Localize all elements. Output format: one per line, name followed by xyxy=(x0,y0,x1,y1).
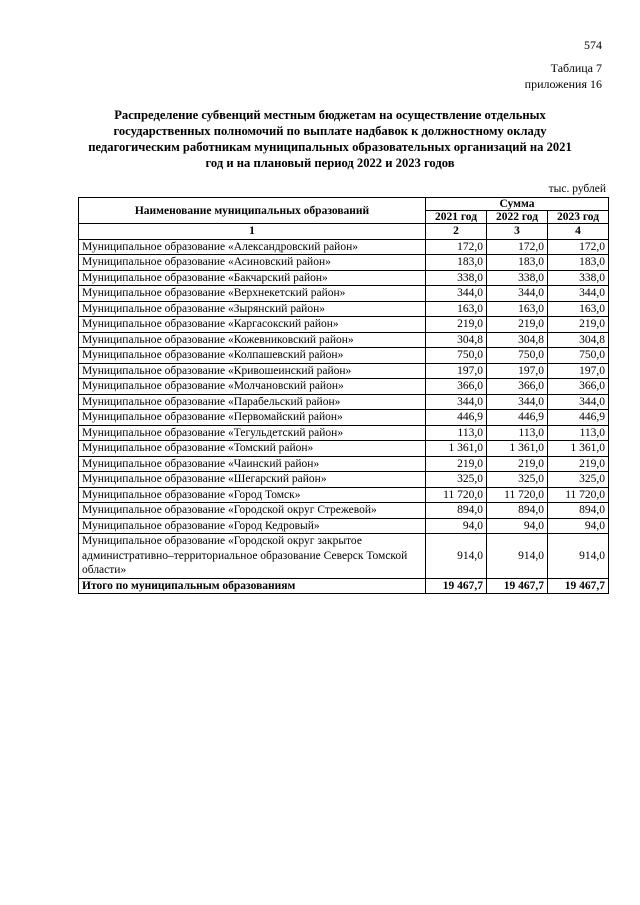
page-number: 574 xyxy=(584,38,602,52)
value-2021: 197,0 xyxy=(426,363,487,379)
table-row xyxy=(79,239,609,255)
document-title: Распределение субвенций местным бюджетам на осуществление отдельных государственных полномочий по выплате надбавок к должностному окладу педагогическим работникам муниципальных образовательных организаций на 2021 год и на плановый период 2022 и 2023 годов xyxy=(88,108,572,170)
table-row xyxy=(79,441,609,457)
total-row xyxy=(79,579,609,594)
table-reference xyxy=(525,60,602,92)
municipality-name: Муниципальное образование «Городской округ закрытое административно–территориальное образование Северск Томской области» xyxy=(79,534,426,579)
value-2023: 366,0 xyxy=(548,379,609,395)
table-row xyxy=(79,270,609,286)
table-row xyxy=(79,503,609,519)
value-2023: 94,0 xyxy=(548,518,609,534)
value-2021: 304,8 xyxy=(426,332,487,348)
value-2022: 894,0 xyxy=(487,503,548,519)
municipality-name: Муниципальное образование «Асиновский район» xyxy=(79,255,426,271)
value-2022: 219,0 xyxy=(487,456,548,472)
value-2023: 11 720,0 xyxy=(548,487,609,503)
column-number: 3 xyxy=(487,224,548,240)
column-number: 1 xyxy=(79,224,426,240)
year-header-2023: 2023 год xyxy=(548,211,609,224)
value-2021: 894,0 xyxy=(426,503,487,519)
value-2021: 11 720,0 xyxy=(426,487,487,503)
value-2021: 219,0 xyxy=(426,317,487,333)
value-2021: 338,0 xyxy=(426,270,487,286)
municipality-name: Муниципальное образование «Городской округ Стрежевой» xyxy=(79,503,426,519)
value-2022: 219,0 xyxy=(487,317,548,333)
value-2022: 113,0 xyxy=(487,425,548,441)
value-2022: 94,0 xyxy=(487,518,548,534)
value-2023: 163,0 xyxy=(548,301,609,317)
table-row xyxy=(79,379,609,395)
value-2022: 325,0 xyxy=(487,472,548,488)
municipality-name: Муниципальное образование «Город Кедровый» xyxy=(79,518,426,534)
appendix-label: приложения 16 xyxy=(524,77,602,91)
table-row xyxy=(79,317,609,333)
total-2022: 19 467,7 xyxy=(487,579,548,594)
column-number: 4 xyxy=(548,224,609,240)
value-2022: 197,0 xyxy=(487,363,548,379)
value-2023: 219,0 xyxy=(548,317,609,333)
table-row xyxy=(79,534,609,579)
value-2022: 183,0 xyxy=(487,255,548,271)
municipality-name: Муниципальное образование «Каргасокский район» xyxy=(79,317,426,333)
value-2021: 750,0 xyxy=(426,348,487,364)
value-2022: 914,0 xyxy=(487,534,548,579)
table-row xyxy=(79,472,609,488)
table-label: Таблица 7 xyxy=(550,61,602,75)
municipality-name: Муниципальное образование «Кожевниковский район» xyxy=(79,332,426,348)
value-2021: 183,0 xyxy=(426,255,487,271)
value-2021: 163,0 xyxy=(426,301,487,317)
value-2023: 750,0 xyxy=(548,348,609,364)
value-2022: 11 720,0 xyxy=(487,487,548,503)
value-2021: 219,0 xyxy=(426,456,487,472)
table-row xyxy=(79,518,609,534)
value-2023: 113,0 xyxy=(548,425,609,441)
value-2021: 325,0 xyxy=(426,472,487,488)
value-2022: 163,0 xyxy=(487,301,548,317)
value-2023: 183,0 xyxy=(548,255,609,271)
table-row xyxy=(79,487,609,503)
table-row xyxy=(79,456,609,472)
value-2023: 304,8 xyxy=(548,332,609,348)
units-label: тыс. рублей xyxy=(548,183,606,195)
value-2021: 344,0 xyxy=(426,286,487,302)
table-row xyxy=(79,410,609,426)
table-body xyxy=(79,239,609,579)
value-2023: 344,0 xyxy=(548,286,609,302)
value-2023: 197,0 xyxy=(548,363,609,379)
value-2022: 172,0 xyxy=(487,239,548,255)
value-2022: 344,0 xyxy=(487,286,548,302)
total-label: Итого по муниципальным образованиям xyxy=(79,579,426,594)
value-2022: 366,0 xyxy=(487,379,548,395)
value-2022: 446,9 xyxy=(487,410,548,426)
value-2022: 338,0 xyxy=(487,270,548,286)
year-header-2021: 2021 год xyxy=(426,211,487,224)
municipality-name: Муниципальное образование «Чаинский район» xyxy=(79,456,426,472)
municipality-name: Муниципальное образование «Верхнекетский район» xyxy=(79,286,426,302)
value-2023: 894,0 xyxy=(548,503,609,519)
value-2022: 1 361,0 xyxy=(487,441,548,457)
value-2021: 172,0 xyxy=(426,239,487,255)
value-2023: 914,0 xyxy=(548,534,609,579)
table-row xyxy=(79,394,609,410)
municipality-name: Муниципальное образование «Зырянский район» xyxy=(79,301,426,317)
value-2021: 1 361,0 xyxy=(426,441,487,457)
value-2023: 172,0 xyxy=(548,239,609,255)
value-2021: 344,0 xyxy=(426,394,487,410)
value-2022: 344,0 xyxy=(487,394,548,410)
name-column-header: Наименование муниципальных образований xyxy=(79,198,426,224)
municipality-name: Муниципальное образование «Колпашевский район» xyxy=(79,348,426,364)
municipality-name: Муниципальное образование «Кривошеинский район» xyxy=(79,363,426,379)
municipality-name: Муниципальное образование «Молчановский район» xyxy=(79,379,426,395)
table-row xyxy=(79,425,609,441)
table-row xyxy=(79,363,609,379)
municipality-name: Муниципальное образование «Шегарский район» xyxy=(79,472,426,488)
table-row xyxy=(79,255,609,271)
value-2022: 304,8 xyxy=(487,332,548,348)
value-2021: 113,0 xyxy=(426,425,487,441)
value-2021: 366,0 xyxy=(426,379,487,395)
value-2023: 219,0 xyxy=(548,456,609,472)
table-row xyxy=(79,301,609,317)
table-row xyxy=(79,332,609,348)
value-2023: 1 361,0 xyxy=(548,441,609,457)
municipality-name: Муниципальное образование «Бакчарский район» xyxy=(79,270,426,286)
total-2023: 19 467,7 xyxy=(548,579,609,594)
sum-header: Сумма xyxy=(426,198,609,211)
value-2021: 914,0 xyxy=(426,534,487,579)
municipality-name: Муниципальное образование «Тегульдетский район» xyxy=(79,425,426,441)
value-2021: 446,9 xyxy=(426,410,487,426)
total-2021: 19 467,7 xyxy=(426,579,487,594)
value-2023: 338,0 xyxy=(548,270,609,286)
value-2021: 94,0 xyxy=(426,518,487,534)
year-header-2022: 2022 год xyxy=(487,211,548,224)
subvention-table xyxy=(78,197,609,594)
municipality-name: Муниципальное образование «Александровский район» xyxy=(79,239,426,255)
municipality-name: Муниципальное образование «Парабельский район» xyxy=(79,394,426,410)
value-2023: 325,0 xyxy=(548,472,609,488)
municipality-name: Муниципальное образование «Первомайский район» xyxy=(79,410,426,426)
column-number: 2 xyxy=(426,224,487,240)
value-2023: 446,9 xyxy=(548,410,609,426)
municipality-name: Муниципальное образование «Томский район» xyxy=(79,441,426,457)
table-row xyxy=(79,348,609,364)
value-2023: 344,0 xyxy=(548,394,609,410)
municipality-name: Муниципальное образование «Город Томск» xyxy=(79,487,426,503)
table-row xyxy=(79,286,609,302)
value-2022: 750,0 xyxy=(487,348,548,364)
